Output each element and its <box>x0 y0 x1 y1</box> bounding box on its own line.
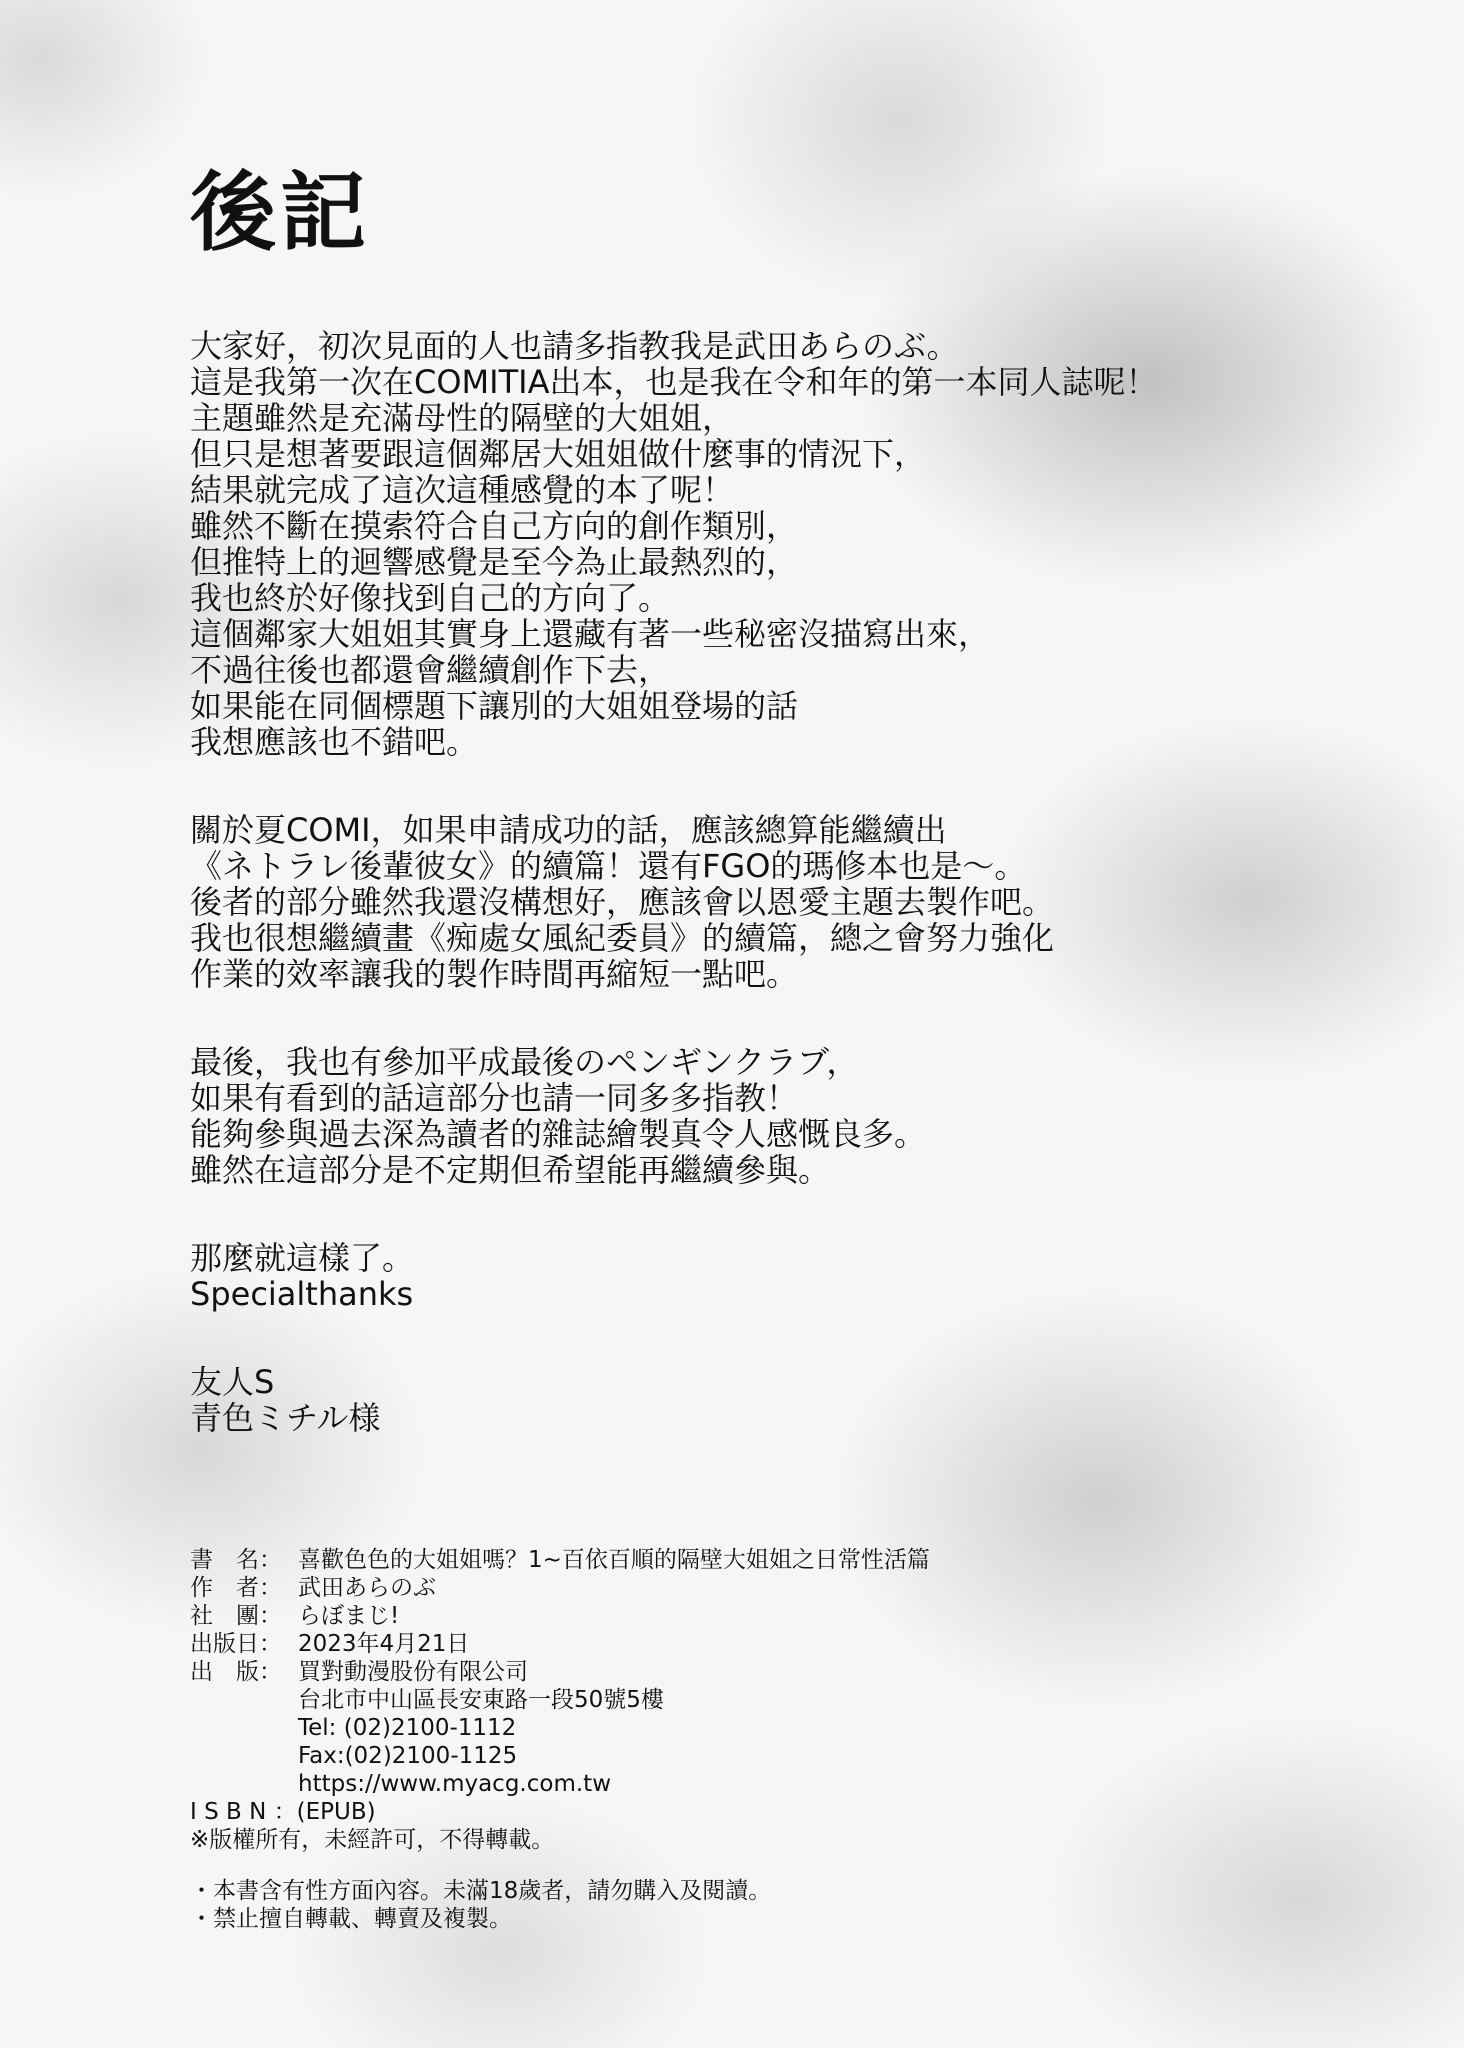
body-line: 作業的效率讓我的製作時間再縮短一點吧。 <box>190 955 799 993</box>
colophon-fax: Fax:(02)2100-1125 <box>298 1743 518 1769</box>
body-line: 最後，我也有參加平成最後のペンギンクラブ， <box>190 1043 859 1081</box>
page-title: 後記 <box>190 163 370 263</box>
paragraph-spacer <box>190 1312 1157 1364</box>
body-line: 這個鄰家大姐姐其實身上還藏有著一些秘密沒描寫出來， <box>190 615 991 653</box>
colophon-date <box>190 1630 930 1658</box>
paragraph-spacer <box>190 1188 1157 1240</box>
colophon <box>190 1546 930 1854</box>
body-line: 雖然不斷在摸索符合自己方向的創作類別， <box>190 507 799 545</box>
notice-line: ・禁止擅自轉載、轉賣及複製。 <box>190 1906 512 1932</box>
colophon-value: らぼまじ! <box>298 1603 400 1629</box>
colophon-value: 2023年4月21日 <box>298 1631 470 1657</box>
colophon-value: 武田あらのぶ <box>298 1575 436 1601</box>
body-line: 關於夏COMI，如果申請成功的話，應該總算能繼續出 <box>190 811 947 849</box>
body-line: 後者的部分雖然我還沒構想好，應該會以恩愛主題去製作吧。 <box>190 883 1055 921</box>
body-line: 但推特上的迴響感覺是至今為止最熱烈的， <box>190 543 799 581</box>
afterword-body <box>190 328 1157 1436</box>
body-line: 能夠參與過去深為讀者的雜誌繪製真令人感慨良多。 <box>190 1115 927 1153</box>
colophon-author <box>190 1574 930 1602</box>
colophon-circle <box>190 1602 930 1630</box>
colophon-isbn: I S B N ：(EPUB) <box>190 1799 376 1825</box>
colophon-label: 書 名： <box>190 1547 282 1573</box>
body-line: 如果能在同個標題下讓別的大姐姐登場的話 <box>190 687 799 725</box>
body-line: 如果有看到的話這部分也請一同多多指教！ <box>190 1079 799 1117</box>
body-line: 主題雖然是充滿母性的隔壁的大姐姐， <box>190 399 735 437</box>
colophon-address: 台北市中山區長安東路一段50號5樓 <box>298 1687 664 1713</box>
body-line: 我也終於好像找到自己的方向了。 <box>190 579 671 617</box>
body-line: 雖然在這部分是不定期但希望能再繼續參與。 <box>190 1151 831 1189</box>
colophon-book-title <box>190 1546 930 1574</box>
paragraph-spacer <box>190 760 1157 812</box>
colophon-rights: ※版權所有，未經許可，不得轉載。 <box>190 1827 555 1853</box>
colophon-tel: Tel: (02)2100-1112 <box>298 1715 517 1741</box>
colophon-label: 出 版： <box>190 1659 282 1685</box>
body-line: 我想應該也不錯吧。 <box>190 723 479 761</box>
body-line: 不過往後也都還會繼續創作下去， <box>190 651 671 689</box>
body-line: 這是我第一次在COMITIA出本，也是我在令和年的第一本同人誌呢！ <box>190 363 1158 401</box>
body-line: 大家好，初次見面的人也請多指教我是武田あらのぶ。 <box>190 327 959 365</box>
special-thanks-heading: Specialthanks <box>190 1275 414 1313</box>
body-line: 但只是想著要跟這個鄰居大姐姐做什麼事的情況下， <box>190 435 927 473</box>
colophon-value: 買對動漫股份有限公司 <box>298 1659 528 1685</box>
colophon-label: 出版日： <box>190 1631 282 1657</box>
content-notices <box>190 1877 771 1933</box>
body-line: 我也很想繼續畫《痴處女風紀委員》的續篇，總之會努力強化 <box>190 919 1055 957</box>
thanks-name: 友人S <box>190 1363 275 1401</box>
colophon-label: 作 者： <box>190 1575 282 1601</box>
body-line: 那麼就這樣了。 <box>190 1239 415 1277</box>
body-line: 《ネトラレ後輩彼女》的續篇！還有FGO的瑪修本也是～。 <box>190 847 1027 885</box>
colophon-value: 喜歡色色的大姐姐嗎？1~百依百順的隔壁大姐姐之日常性活篇 <box>298 1547 930 1573</box>
colophon-publisher <box>190 1658 930 1686</box>
colophon-url: https://www.myacg.com.tw <box>298 1771 612 1797</box>
notice-line: ・本書含有性方面內容。未滿18歲者，請勿購入及閱讀。 <box>190 1878 772 1904</box>
colophon-label: 社 團： <box>190 1603 282 1629</box>
paragraph-spacer <box>190 992 1157 1044</box>
body-line: 結果就完成了這次這種感覺的本了呢！ <box>190 471 735 509</box>
thanks-name: 青色ミチル様 <box>190 1399 381 1437</box>
